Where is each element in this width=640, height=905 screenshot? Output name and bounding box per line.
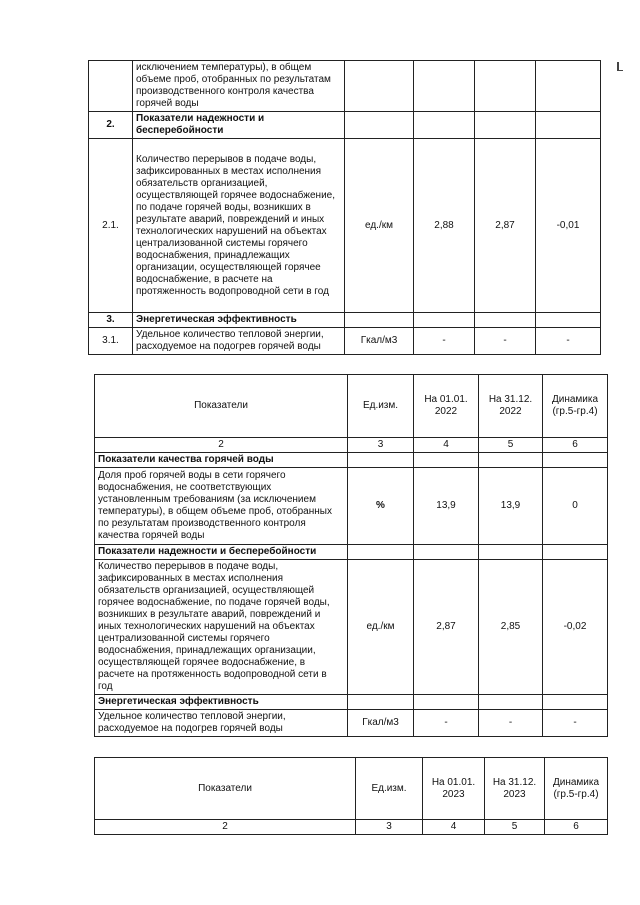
section-row bbox=[95, 453, 608, 468]
unit-cell: Гкал/м3 bbox=[348, 710, 414, 737]
unit-cell: ед./км bbox=[348, 560, 414, 695]
column-number: 6 bbox=[543, 438, 608, 453]
column-number: 6 bbox=[545, 820, 608, 835]
section-title: Показатели качества горячей воды bbox=[95, 453, 348, 468]
row-number: 2.1. bbox=[89, 139, 133, 313]
table-row bbox=[95, 560, 608, 695]
value-cell: - bbox=[536, 328, 601, 355]
section-row bbox=[89, 112, 601, 139]
indicator-text: Удельное количество тепловой энергии, расходуемое на подогрев горячей воды bbox=[95, 710, 348, 737]
header-end-date: На 31.12. 2022 bbox=[479, 375, 543, 438]
column-number: 2 bbox=[95, 820, 356, 835]
section-title: Энергетическая эффективность bbox=[133, 313, 345, 328]
row-number bbox=[89, 61, 133, 112]
value-cell bbox=[536, 61, 601, 112]
column-numbers-row bbox=[95, 438, 608, 453]
header-row bbox=[95, 758, 608, 820]
unit-cell: % bbox=[348, 468, 414, 545]
indicator-text: Количество перерывов в подаче воды, зафиксированных в местах исполнения обязательств организацией, осуществляющей горячее водоснабжение, по подаче горячей воды, возникших в результате аварий, повреждений и иных технологических нарушений на объектах централизованной системы горячего водоснабжения, принадлежащих организации, осуществляющей горячее водоснабжение, в расчете на протяженность водопроводной сети в год bbox=[133, 139, 345, 313]
header-end-date: На 31.12. 2023 bbox=[485, 758, 545, 820]
value-cell: 13,9 bbox=[479, 468, 543, 545]
column-number: 4 bbox=[423, 820, 485, 835]
value-cell: -0,02 bbox=[543, 560, 608, 695]
section-row bbox=[89, 313, 601, 328]
unit-cell: Гкал/м3 bbox=[345, 328, 414, 355]
column-number: 5 bbox=[479, 438, 543, 453]
table-2022 bbox=[94, 374, 608, 737]
value-cell bbox=[475, 61, 536, 112]
header-start-date: На 01.01. 2022 bbox=[414, 375, 479, 438]
column-number: 3 bbox=[348, 438, 414, 453]
column-number: 3 bbox=[356, 820, 423, 835]
table-row bbox=[95, 468, 608, 545]
table-row bbox=[95, 710, 608, 737]
section-title: Энергетическая эффективность bbox=[95, 695, 348, 710]
column-number: 4 bbox=[414, 438, 479, 453]
unit-cell bbox=[345, 61, 414, 112]
table-2023 bbox=[94, 757, 608, 835]
value-cell bbox=[414, 61, 475, 112]
table-row bbox=[89, 328, 601, 355]
value-cell: 0 bbox=[543, 468, 608, 545]
value-cell: - bbox=[414, 328, 475, 355]
column-number: 5 bbox=[485, 820, 545, 835]
header-unit: Ед.изм. bbox=[356, 758, 423, 820]
indicator-text: Количество перерывов в подаче воды, зафиксированных в местах исполнения обязательств организацией, осуществляющей горячее водоснабжение, по подаче горячей воды, возникших в результате аварий, повреждений и иных технологических нарушений на объектах централизованной системы горячего водоснабжения, принадлежащих организации, осуществляющей горячее водоснабжение, в расчете на протяженность водопроводной сети в год bbox=[95, 560, 348, 695]
column-number: 2 bbox=[95, 438, 348, 453]
header-start-date: На 01.01. 2023 bbox=[423, 758, 485, 820]
value-cell: - bbox=[543, 710, 608, 737]
column-numbers-row bbox=[95, 820, 608, 835]
header-dynamics: Динамика (гр.5-гр.4) bbox=[543, 375, 608, 438]
value-cell: - bbox=[479, 710, 543, 737]
unit-cell: ед./км bbox=[345, 139, 414, 313]
value-cell: 13,9 bbox=[414, 468, 479, 545]
header-indicators: Показатели bbox=[95, 375, 348, 438]
row-number: 3. bbox=[89, 313, 133, 328]
section-title: Показатели надежности и бесперебойности bbox=[133, 112, 345, 139]
section-title: Показатели надежности и бесперебойности bbox=[95, 545, 348, 560]
value-cell: 2,87 bbox=[414, 560, 479, 695]
section-row bbox=[95, 545, 608, 560]
header-row bbox=[95, 375, 608, 438]
indicator-text: Удельное количество тепловой энергии, расходуемое на подогрев горячей воды bbox=[133, 328, 345, 355]
table-row bbox=[89, 139, 601, 313]
value-cell: 2,85 bbox=[479, 560, 543, 695]
indicator-text: Доля проб горячей воды в сети горячего водоснабжения, не соответствующих установленным требованиям (за исключением температуры), в общем объеме проб, отобранных по результатам производственного контроля качества горячей воды bbox=[95, 468, 348, 545]
indicator-text: исключением температуры), в общем объеме проб, отобранных по результатам производственного контроля качества горячей воды bbox=[133, 61, 345, 112]
section-row bbox=[95, 695, 608, 710]
value-cell: -0,01 bbox=[536, 139, 601, 313]
value-cell: 2,87 bbox=[475, 139, 536, 313]
header-unit: Ед.изм. bbox=[348, 375, 414, 438]
header-dynamics: Динамика (гр.5-гр.4) bbox=[545, 758, 608, 820]
table-continuation bbox=[88, 60, 601, 355]
value-cell: - bbox=[414, 710, 479, 737]
header-indicators: Показатели bbox=[95, 758, 356, 820]
table-row bbox=[89, 61, 601, 112]
value-cell: 2,88 bbox=[414, 139, 475, 313]
value-cell: - bbox=[475, 328, 536, 355]
row-number: 3.1. bbox=[89, 328, 133, 355]
row-number: 2. bbox=[89, 112, 133, 139]
scan-artifact bbox=[619, 70, 623, 71]
